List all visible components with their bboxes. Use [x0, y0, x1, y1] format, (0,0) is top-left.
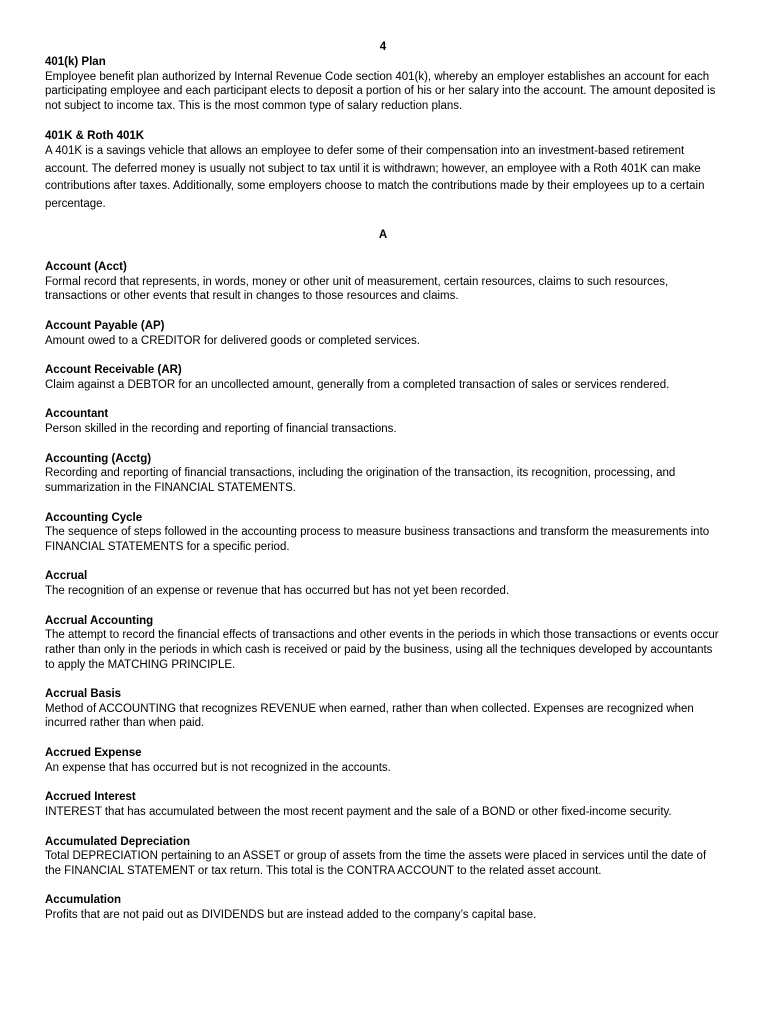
glossary-entry — [45, 407, 725, 436]
term-heading: Accrued Interest — [45, 791, 136, 804]
term-heading: Accrual Accounting — [45, 614, 154, 627]
term-definition: Employee benefit plan authorized by Internal Revenue Code section 401(k), whereby an employer establishes an account for each participating employee and each participant elects to deposit a portion of his or her salary into the account. The amount deposited is not subject to income tax. This is the most common type of salary reduction plans. — [45, 70, 716, 112]
glossary-entry — [45, 893, 725, 922]
term-heading: Account Payable (AP) — [45, 320, 165, 333]
term-heading: Accrual — [45, 570, 88, 583]
term-definition: Recording and reporting of financial transactions, including the origination of the transaction, its recognition, processing, and summarization in the FINANCIAL STATEMENTS. — [45, 467, 676, 494]
glossary-entry — [45, 260, 725, 304]
term-heading: Accumulation — [45, 894, 122, 907]
term-heading: Accountant — [45, 408, 109, 421]
term-heading: Accrual Basis — [45, 688, 122, 701]
glossary-entry — [45, 614, 725, 673]
glossary-entry — [45, 511, 725, 555]
term-definition: Total DEPRECIATION pertaining to an ASSET or group of assets from the time the assets were placed in services until the date of the FINANCIAL STATEMENT or tax return. This total is the CONTRA ACCOUNT to the related asset account. — [45, 850, 707, 877]
term-definition: A 401K is a savings vehicle that allows an employee to defer some of their compensation into an investment-based retirement account. The deferred money is usually not subject to tax until it is withdrawn; however, an employee with a Roth 401K can make contributions after taxes. Additionally, some employers choose to match the contributions made by their employees up to a certain percentage. — [45, 145, 705, 210]
glossary-entry — [45, 319, 725, 348]
glossary-entry — [45, 452, 725, 496]
page-number: 4 — [379, 41, 387, 53]
term-heading: Accrued Expense — [45, 747, 142, 760]
term-heading: 401(k) Plan — [45, 56, 106, 68]
term-definition: The recognition of an expense or revenue that has occurred but has not yet been recorded. — [45, 584, 510, 597]
glossary-entry — [45, 569, 725, 598]
term-definition: The sequence of steps followed in the accounting process to measure business transactions and transform the measurements into FINANCIAL STATEMENTS for a specific period. — [45, 526, 710, 553]
term-definition: Method of ACCOUNTING that recognizes REVENUE when earned, rather than when collected. Expenses are recognized when incurred rather than when paid. — [45, 702, 694, 730]
term-definition: Amount owed to a CREDITOR for delivered goods or completed services. — [45, 334, 420, 347]
glossary-entry — [45, 687, 725, 731]
term-definition: An expense that has occurred but is not recognized in the accounts. — [45, 761, 391, 774]
glossary-entry — [45, 835, 725, 879]
term-definition: Profits that are not paid out as DIVIDENDS but are instead added to the company’s capital base. — [45, 908, 537, 921]
glossary-page — [45, 40, 725, 938]
term-definition: The attempt to record the financial effects of transactions and other events in the periods in which those transactions or events occur rather than only in the periods in which cash is received or paid by the business, using all the techniques developed by accountants to apply the MATCHING PRINCIPLE. — [45, 629, 719, 671]
term-heading: 401K & Roth 401K — [45, 129, 145, 142]
term-heading: Accounting Cycle — [45, 511, 143, 524]
term-heading: Account (Acct) — [45, 261, 127, 274]
glossary-entry — [45, 790, 725, 819]
section-letter-heading: A — [378, 229, 388, 242]
glossary-entry — [45, 363, 725, 392]
glossary-entry-401k-roth — [45, 129, 725, 214]
term-definition: Formal record that represents, in words, money or other unit of measurement, certain resources, claims to such resources, transactions or other events that result in changes to those resources and claims. — [45, 275, 669, 303]
term-heading: Accounting (Acctg) — [45, 452, 152, 465]
term-definition: INTEREST that has accumulated between the most recent payment and the sale of a BOND or other fixed-income security. — [45, 805, 672, 818]
term-heading: Accumulated Depreciation — [45, 835, 191, 848]
term-heading: Account Receivable (AR) — [45, 364, 182, 377]
term-definition: Claim against a DEBTOR for an uncollected amount, generally from a completed transaction of sales or services rendered. — [45, 378, 670, 391]
glossary-entry — [45, 746, 725, 775]
glossary-entry-401k-plan — [45, 55, 725, 114]
term-definition: Person skilled in the recording and reporting of financial transactions. — [45, 422, 397, 435]
